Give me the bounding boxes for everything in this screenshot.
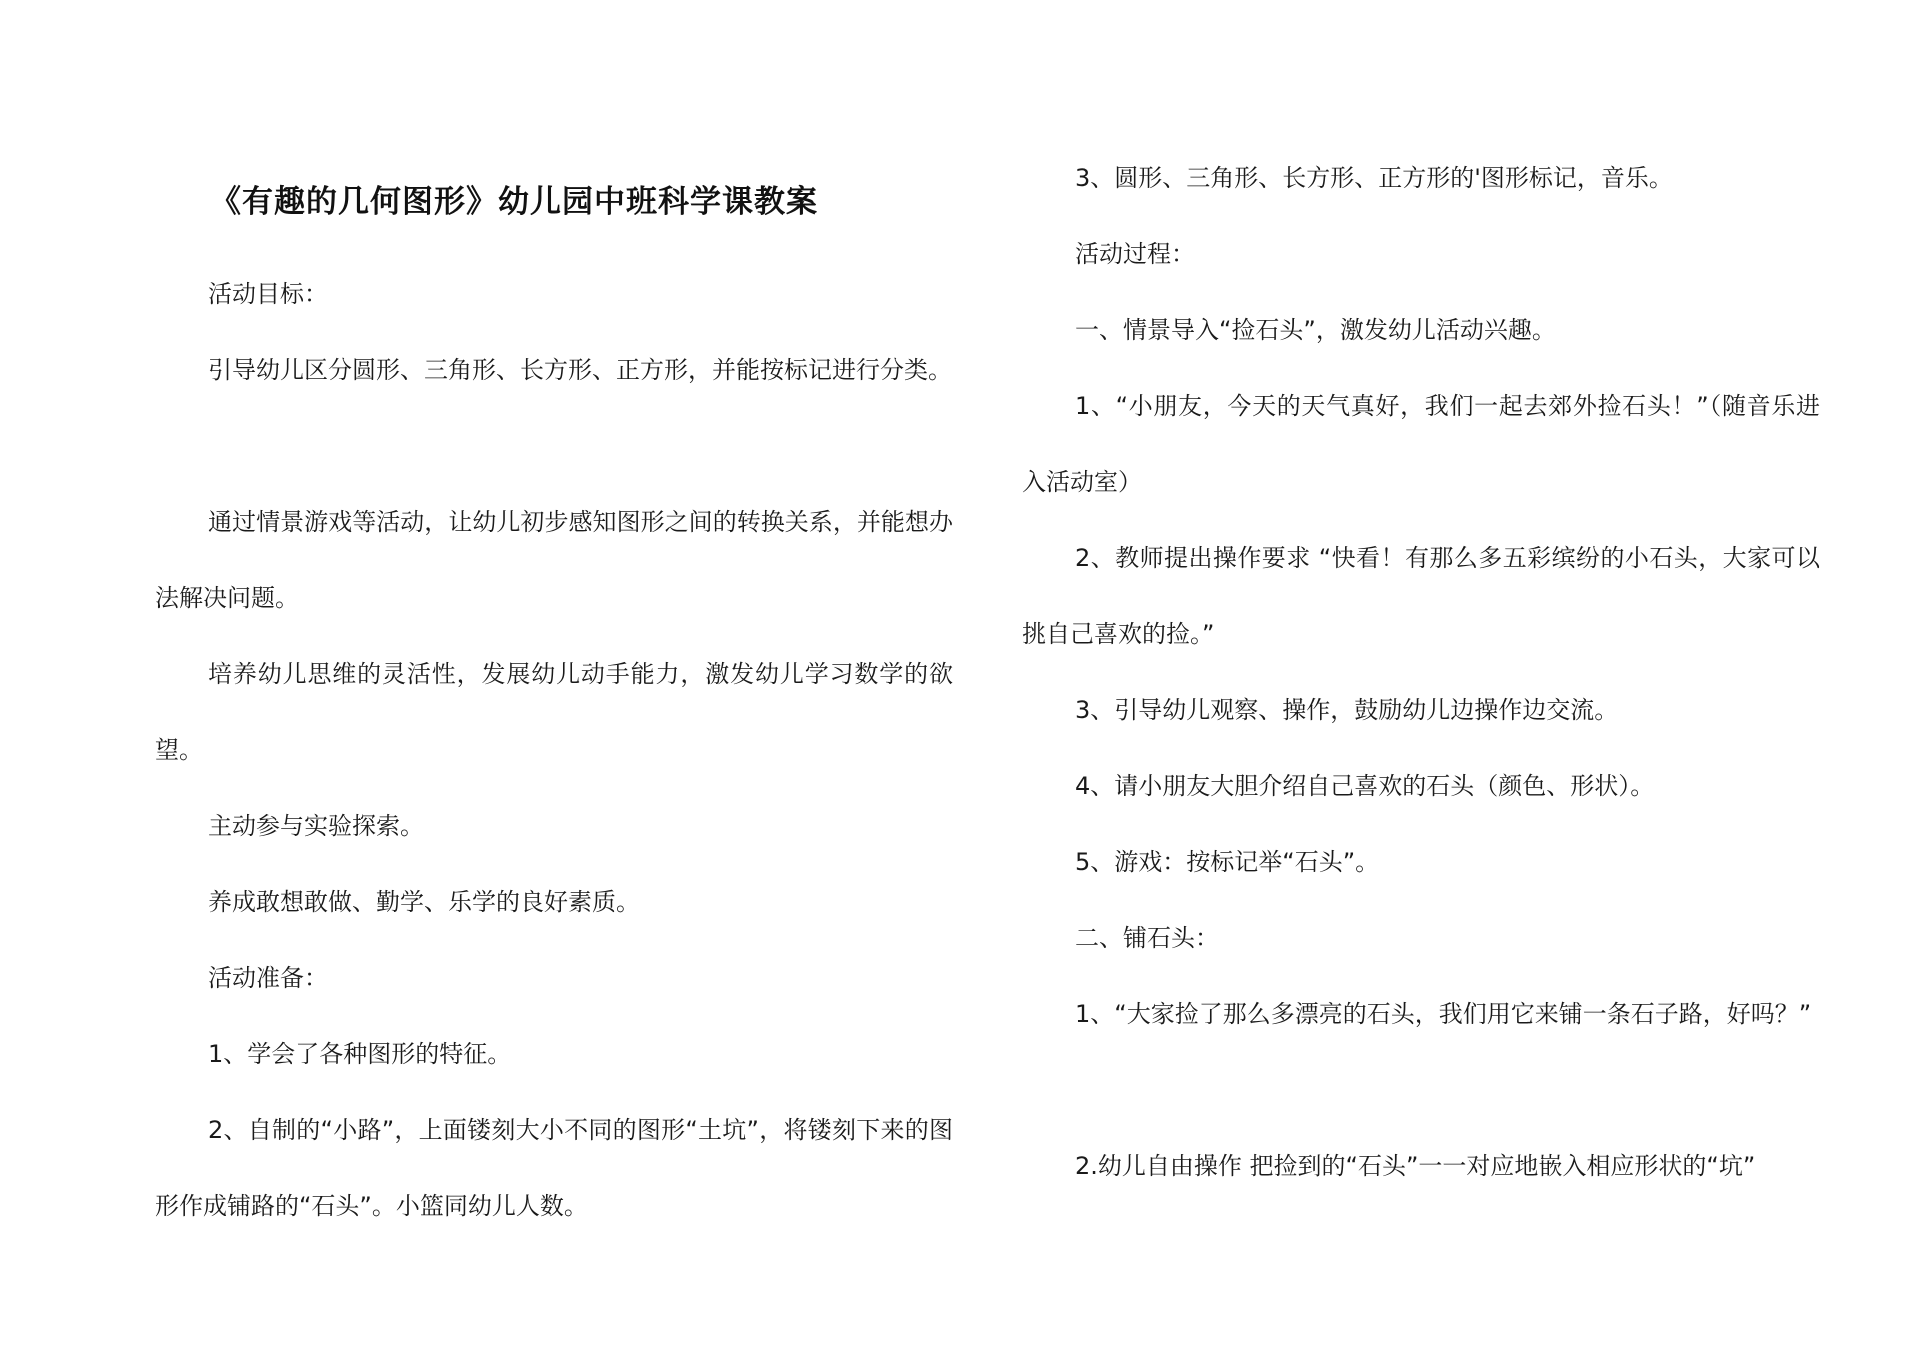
process-step-1-2: 2、教师提出操作要求 “快看！有那么多五彩缤纷的小石头，大家可以挑自己喜欢的捡。”	[1022, 544, 1820, 648]
process-step-1-1: 1、“小朋友，今天的天气真好，我们一起去郊外捡石头！”（随音乐进入活动室）	[1022, 392, 1820, 496]
process-step-2-1: 1、“大家捡了那么多漂亮的石头，我们用它来铺一条石子路，好吗？”	[1075, 1000, 1812, 1028]
goal-paragraph-2: 通过情景游戏等活动，让幼儿初步感知图形之间的转换关系，并能想办法解决问题。	[155, 508, 953, 612]
process-step-1-4: 4、请小朋友大胆介绍自己喜欢的石头（颜色、形状）。	[1075, 772, 1655, 800]
preparation-item-1: 1、学会了各种图形的特征。	[208, 1040, 512, 1068]
goal-paragraph-4: 主动参与实验探索。	[208, 812, 424, 840]
preparation-item-2: 2、自制的“小路”，上面镂刻大小不同的图形“土坑”，将镂刻下来的图形作成铺路的“石头”。小篮同幼儿人数。	[155, 1116, 953, 1220]
goal-paragraph-3: 培养幼儿思维的灵活性，发展幼儿动手能力，激发幼儿学习数学的欲望。	[155, 660, 953, 764]
heading-activity-process: 活动过程：	[1075, 240, 1195, 268]
preparation-item-3: 3、圆形、三角形、长方形、正方形的'图形标记，音乐。	[1075, 164, 1673, 192]
process-section-1-heading: 一、情景导入“捡石头”，激发幼儿活动兴趣。	[1075, 316, 1556, 344]
process-step-2-2: 2.幼儿自由操作 把捡到的“石头”一一对应地嵌入相应形状的“坑”	[1075, 1152, 1756, 1180]
process-section-2-heading: 二、铺石头：	[1075, 924, 1219, 952]
process-step-1-5: 5、游戏：按标记举“石头”。	[1075, 848, 1380, 876]
process-step-1-3: 3、引导幼儿观察、操作，鼓励幼儿边操作边交流。	[1075, 696, 1619, 724]
heading-activity-preparation: 活动准备：	[208, 964, 328, 992]
heading-activity-goals: 活动目标：	[208, 280, 328, 308]
document-title: 《有趣的几何图形》幼儿园中班科学课教案	[210, 184, 818, 220]
goal-paragraph-1: 引导幼儿区分圆形、三角形、长方形、正方形，并能按标记进行分类。	[208, 356, 952, 384]
goal-paragraph-5: 养成敢想敢做、勤学、乐学的良好素质。	[208, 888, 640, 916]
